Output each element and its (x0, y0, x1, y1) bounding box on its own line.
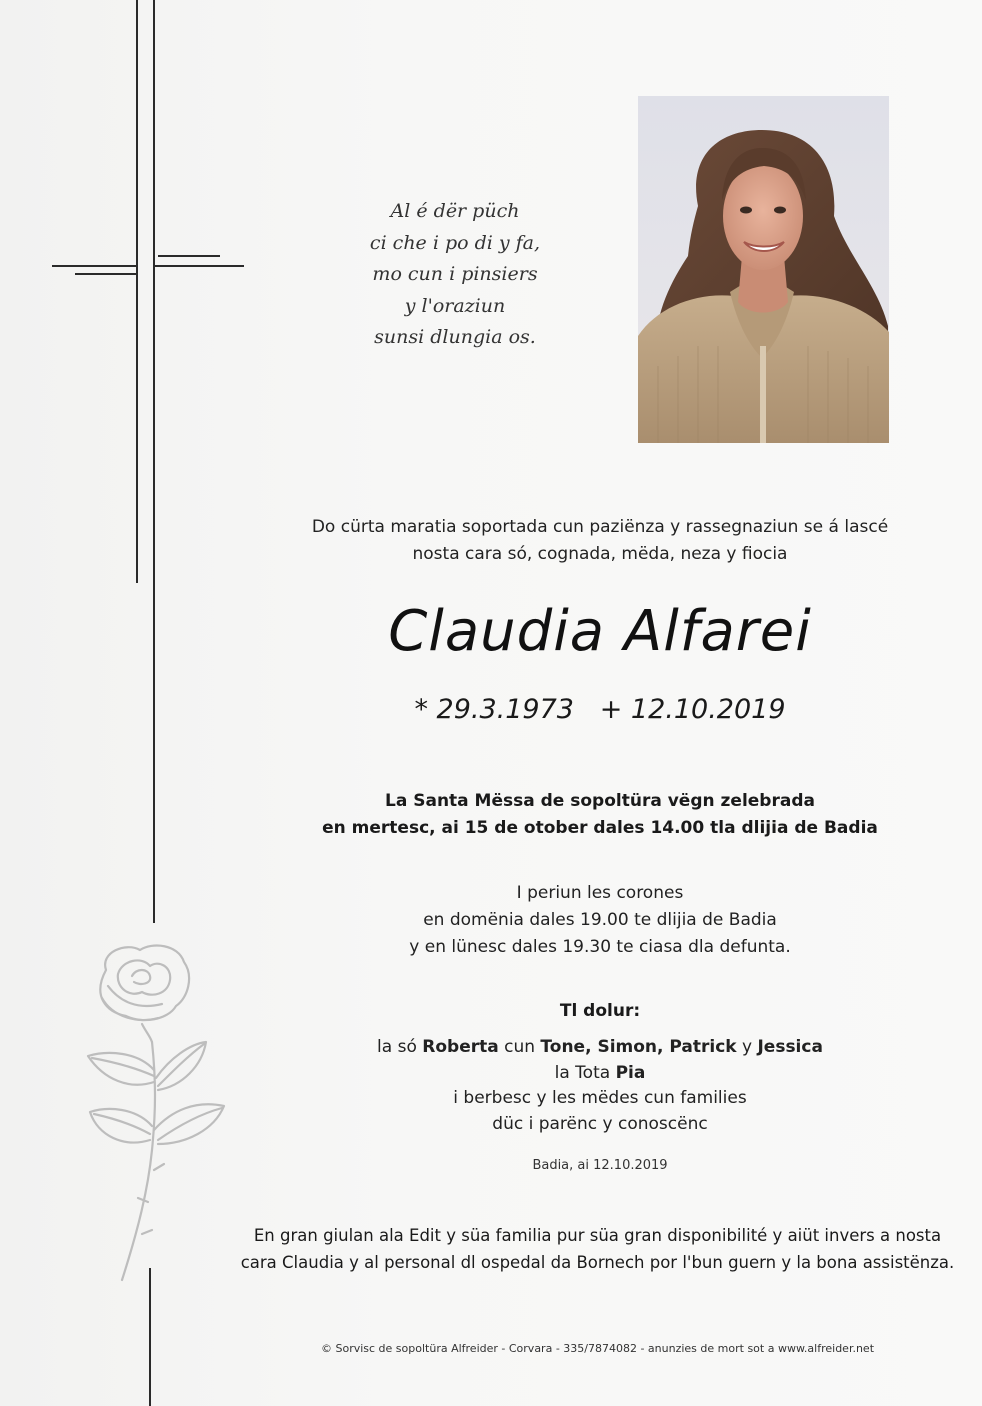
thanks-text (230, 1222, 965, 1276)
intro-line: nosta cara só, cognada, mëda, neza y fiocia (412, 544, 788, 564)
mourners-line (255, 1035, 945, 1061)
text-span: la Tota (554, 1062, 616, 1083)
rosary-line: y en lünesc dales 19.30 te ciasa dla defunta. (409, 937, 791, 957)
footer-credit: © Sorvisc de sopoltüra Alfreider - Corvara - 335/7874082 - anunzies de mort sot a www.alfreider.net (320, 1342, 875, 1355)
mourner-name: Tone, Simon, Patrick (540, 1037, 737, 1057)
mourner-name: Pia (615, 1062, 646, 1083)
portrait-photo (638, 96, 889, 443)
thanks-line: En gran giulan ala Edit y süa familia pur süa gran disponibilité y aiüt invers a nosta (253, 1226, 942, 1245)
poem-line: mo cun i pinsiers (372, 263, 538, 285)
poem-line: sunsi dlungia os. (374, 326, 536, 348)
text-span: y (736, 1037, 758, 1057)
rosary-line: I periun les corones (516, 883, 684, 903)
deceased-name: Claudia Alfarei (388, 599, 812, 664)
mourners-line: i berbesc y les mëdes cun families (453, 1088, 747, 1108)
rosary-info (255, 880, 945, 961)
text-span: cun (498, 1037, 541, 1057)
intro-line: Do cürta maratia soportada cun paziënza y rassegnaziun se á lascé (311, 517, 889, 537)
cross-hline-bottom-right (158, 255, 220, 257)
place-date: Badia, ai 12.10.2019 (532, 1158, 668, 1173)
poem-line: Al é dër püch (390, 200, 520, 222)
text-span: la só (377, 1037, 423, 1057)
cross-vline-left-upper (136, 0, 138, 583)
cross-hline-bottom-left (75, 273, 137, 275)
mourner-name: Roberta (422, 1037, 499, 1057)
poem-line: y l'oraziun (404, 294, 506, 317)
life-dates: * 29.3.1973 + 12.10.2019 (414, 694, 786, 725)
funeral-mass-info (255, 788, 945, 842)
thanks-line: cara Claudia y al personal dl ospedal da Bornech por l'bun guern y la bona assistënza. (240, 1253, 955, 1272)
poem-line: ci che i po di y fa, (369, 231, 541, 254)
memorial-poem (340, 196, 570, 354)
intro-text (255, 514, 945, 568)
portrait-image (638, 96, 889, 443)
cross-vline-right (153, 0, 155, 923)
cross-hline-top-left (52, 265, 137, 267)
mourners-line (255, 1061, 945, 1087)
mass-line: La Santa Mëssa de sopoltüra vëgn zelebrada (385, 791, 815, 811)
mourners-list (255, 1035, 945, 1137)
mass-line: en mertesc, ai 15 de otober dales 14.00 tla dlijia de Badia (322, 818, 878, 838)
mourners-line: düc i parënc y conoscënc (492, 1113, 708, 1134)
mourners-title: Tl dolur: (559, 1001, 641, 1021)
rose-icon (78, 940, 238, 1290)
rosary-line: en domënia dales 19.00 te dlijia de Badia (423, 910, 777, 930)
cross-vline-left-lower (136, 650, 138, 810)
cross-hline-top-right (154, 265, 244, 267)
mourner-name: Jessica (757, 1037, 823, 1057)
